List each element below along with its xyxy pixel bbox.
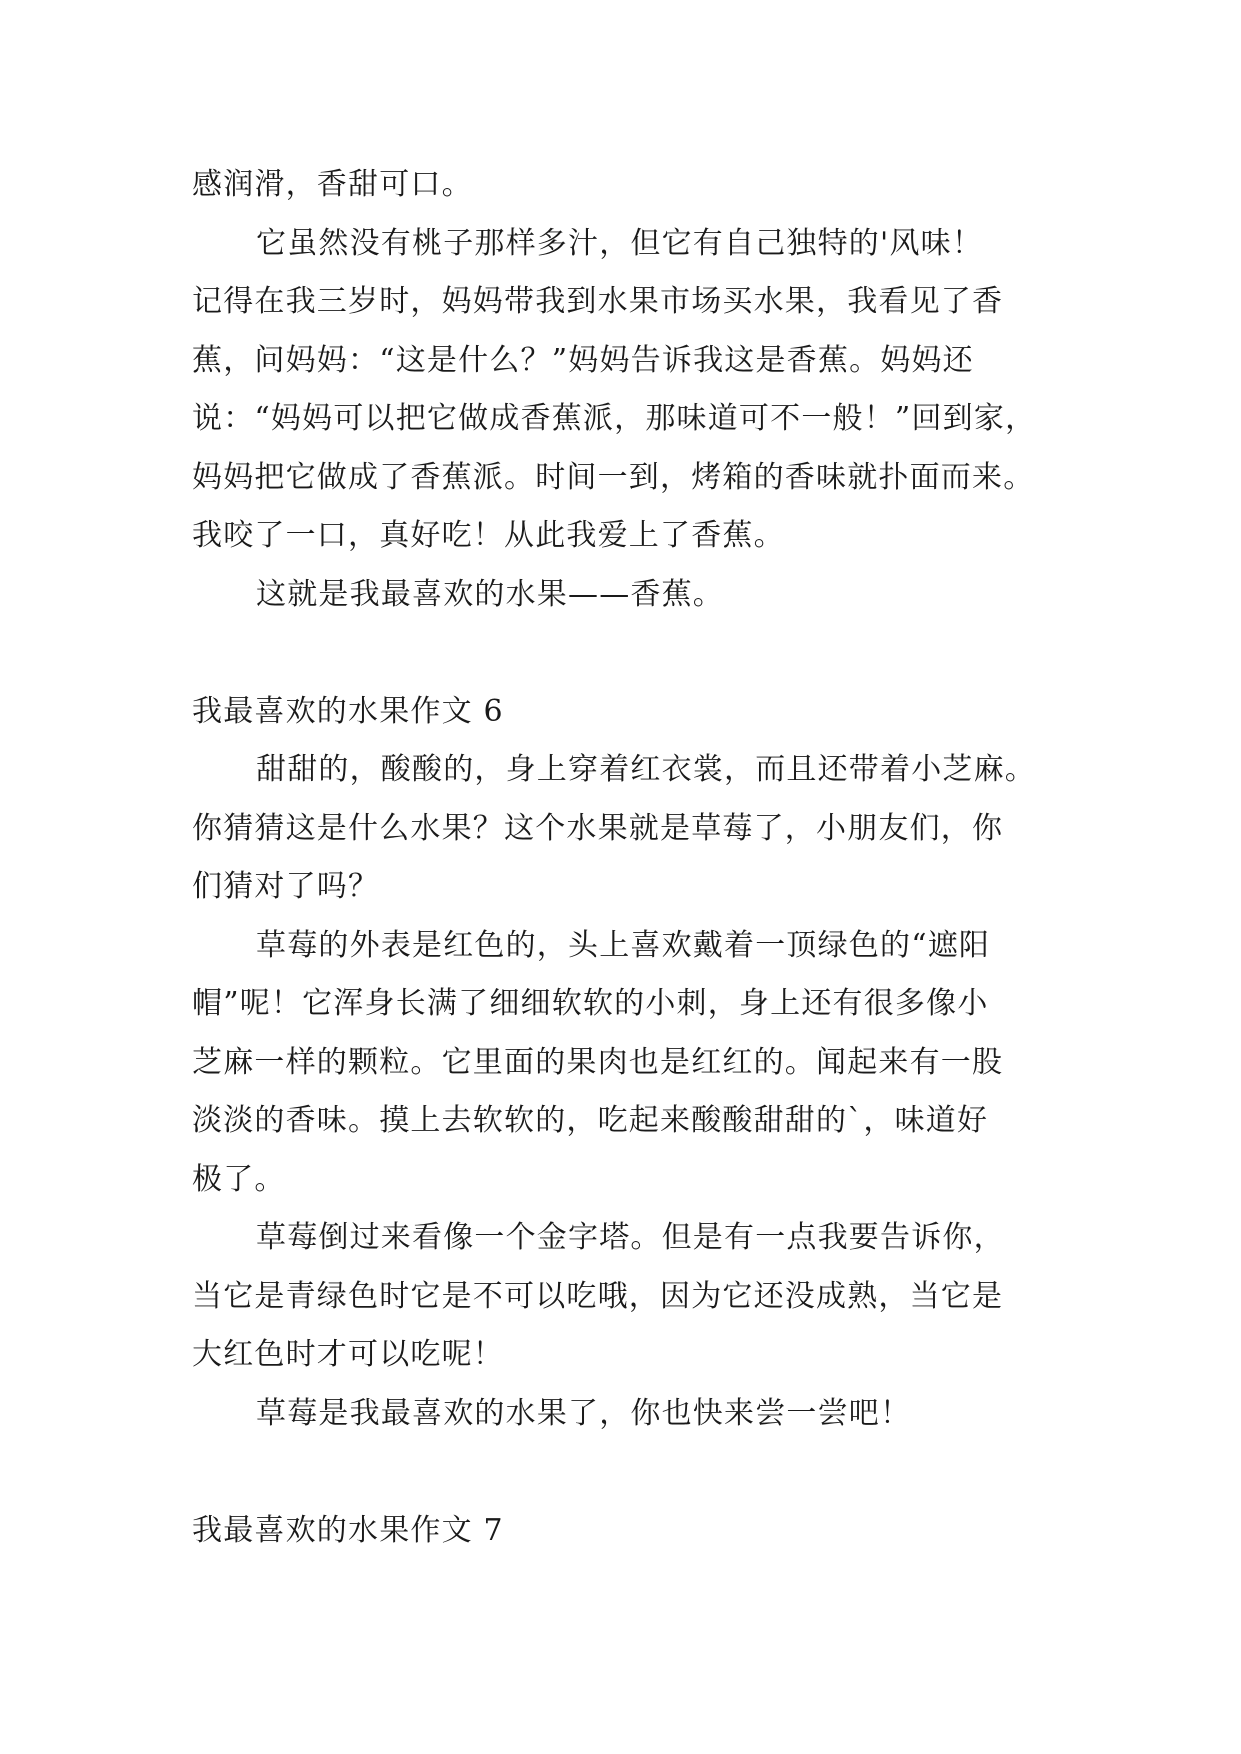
paragraph-start: 甜甜的，酸酸的，身上穿着红衣裳，而且还带着小芝麻。 bbox=[256, 752, 1036, 787]
section-gap bbox=[192, 1443, 1060, 1502]
section-heading-6: 我最喜欢的水果作文 6 bbox=[192, 693, 504, 729]
paragraph-start: 它虽然没有桃子那样多汁，但它有自己独特的'风味！ bbox=[256, 225, 984, 261]
text-line: 大红色时才可以吃呢！ bbox=[192, 1337, 504, 1372]
paragraph-start: 这就是我最喜欢的水果——香蕉。 bbox=[256, 576, 724, 612]
text-line: 记得在我三岁时，妈妈带我到水果市场买水果，我看见了香 bbox=[192, 284, 1004, 319]
essay-body bbox=[192, 156, 1060, 1560]
text-line: 淡淡的香味。摸上去软软的，吃起来酸酸甜甜的`，味道好 bbox=[192, 1103, 989, 1138]
text-line: 你猜猜这是什么水果？这个水果就是草莓了，小朋友们，你 bbox=[192, 810, 1004, 846]
text-line: 蕉，问妈妈：“这是什么？”妈妈告诉我这是香蕉。妈妈还 bbox=[192, 342, 974, 378]
text-line: 们猜对了吗？ bbox=[192, 869, 380, 904]
text-line: 感润滑，香甜可口。 bbox=[192, 167, 473, 202]
text-line: 妈妈把它做成了香蕉派。时间一到，烤箱的香味就扑面而来。 bbox=[192, 459, 1035, 495]
paragraph-start: 草莓是我最喜欢的水果了，你也快来尝一尝吧！ bbox=[256, 1395, 912, 1431]
text-line: 我咬了一口，真好吃！从此我爱上了香蕉。 bbox=[192, 518, 785, 553]
text-line: 帽”呢！它浑身长满了细细软软的小刺，身上还有很多像小 bbox=[192, 986, 989, 1021]
section-gap bbox=[192, 624, 1060, 683]
text-line: 极了。 bbox=[192, 1161, 286, 1197]
paragraph-start: 草莓的外表是红色的，头上喜欢戴着一顶绿色的“遮阳 bbox=[256, 927, 991, 963]
paragraph-start: 草莓倒过来看像一个金字塔。但是有一点我要告诉你， bbox=[256, 1220, 1005, 1255]
section-heading-7: 我最喜欢的水果作文 7 bbox=[192, 1512, 504, 1548]
text-line: 说：“妈妈可以把它做成香蕉派，那味道可不一般！”回到家， bbox=[192, 401, 1037, 436]
text-line: 当它是青绿色时它是不可以吃哦，因为它还没成熟，当它是 bbox=[192, 1278, 1004, 1314]
text-line: 芝麻一样的颗粒。它里面的果肉也是红红的。闻起来有一股 bbox=[192, 1044, 1004, 1080]
